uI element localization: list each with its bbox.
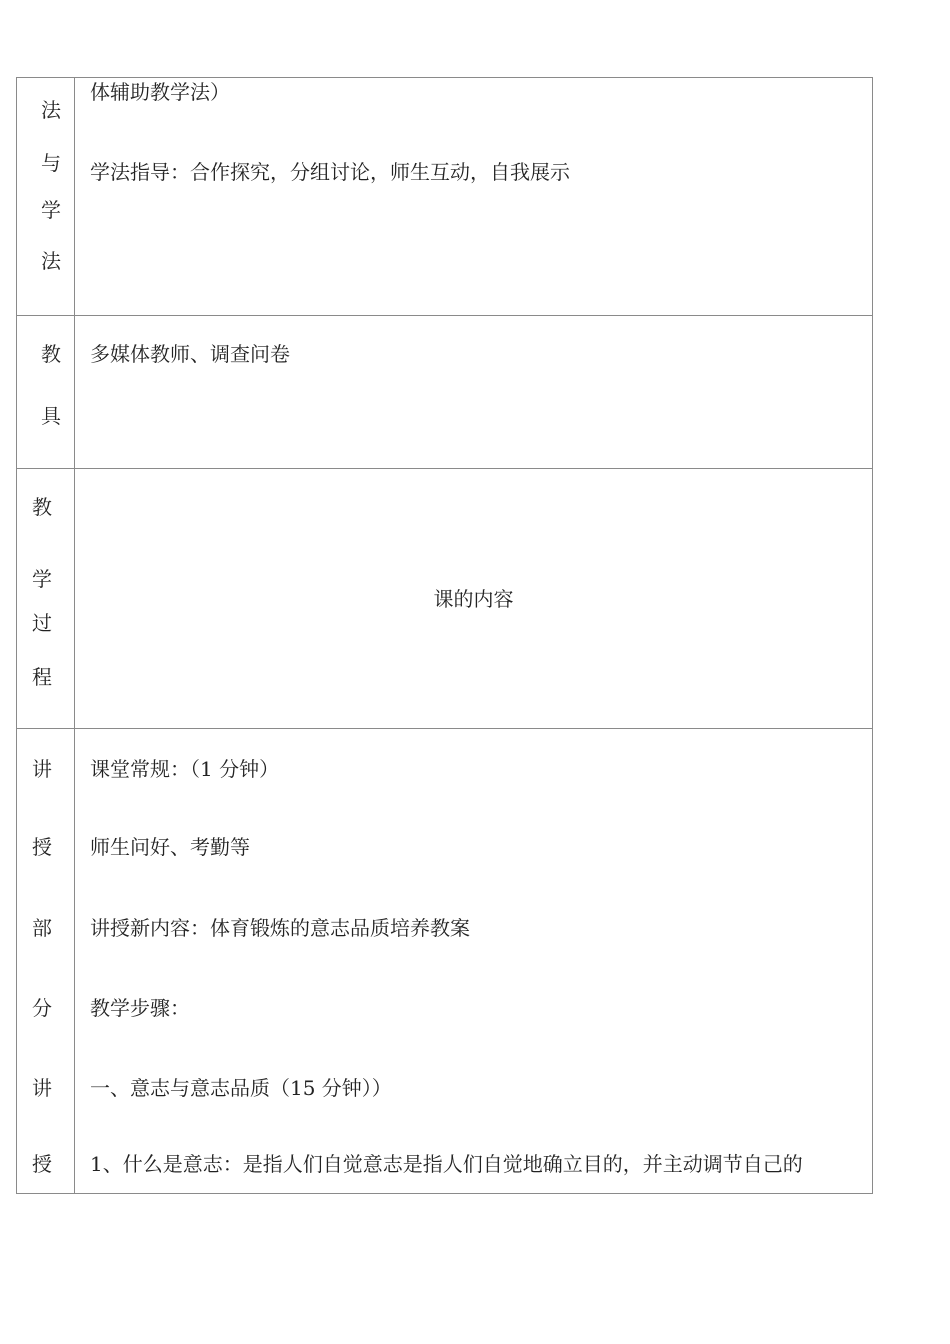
methods-label-char: 法 <box>41 249 61 273</box>
teaching-line: 课堂常规：（1 分钟） <box>90 757 280 781</box>
teaching-line: 1、什么是意志：是指人们自觉意志是指人们自觉地确立目的，并主动调节自己的 <box>90 1152 803 1176</box>
tools-label-char: 具 <box>41 404 61 428</box>
tools-label-char: 教 <box>41 342 61 366</box>
tools-line: 多媒体教师、调查问卷 <box>90 342 290 366</box>
methods-line: 体辅助教学法） <box>90 80 230 104</box>
process-label-char: 过 <box>32 611 52 635</box>
teaching-line: 讲授新内容：体育锻炼的意志品质培养教案 <box>90 916 470 940</box>
teaching-row <box>17 728 872 1193</box>
methods-label-char: 法 <box>41 98 61 122</box>
process-row <box>17 468 872 728</box>
teaching-line: 教学步骤： <box>90 996 190 1020</box>
teaching-label-char: 讲 <box>32 757 52 781</box>
lesson-content-heading: 课的内容 <box>433 587 514 611</box>
teaching-line: 一、意志与意志品质（15 分钟）） <box>90 1076 392 1100</box>
process-label-char: 程 <box>32 665 52 689</box>
teaching-label-char: 分 <box>32 996 52 1020</box>
teaching-line: 师生问好、考勤等 <box>90 835 250 859</box>
process-label-char: 学 <box>32 567 52 591</box>
process-label-char: 教 <box>32 495 52 519</box>
methods-line: 学法指导：合作探究，分组讨论，师生互动，自我展示 <box>90 160 570 184</box>
methods-label-char: 学 <box>41 198 61 222</box>
tools-row <box>17 315 872 468</box>
lesson-plan-table <box>16 77 873 1194</box>
teaching-label-char: 授 <box>32 835 52 859</box>
methods-label-char: 与 <box>41 151 61 175</box>
teaching-label-char: 讲 <box>32 1076 52 1100</box>
methods-row <box>17 78 872 315</box>
teaching-label-char: 授 <box>32 1152 52 1176</box>
teaching-label-char: 部 <box>32 916 52 940</box>
